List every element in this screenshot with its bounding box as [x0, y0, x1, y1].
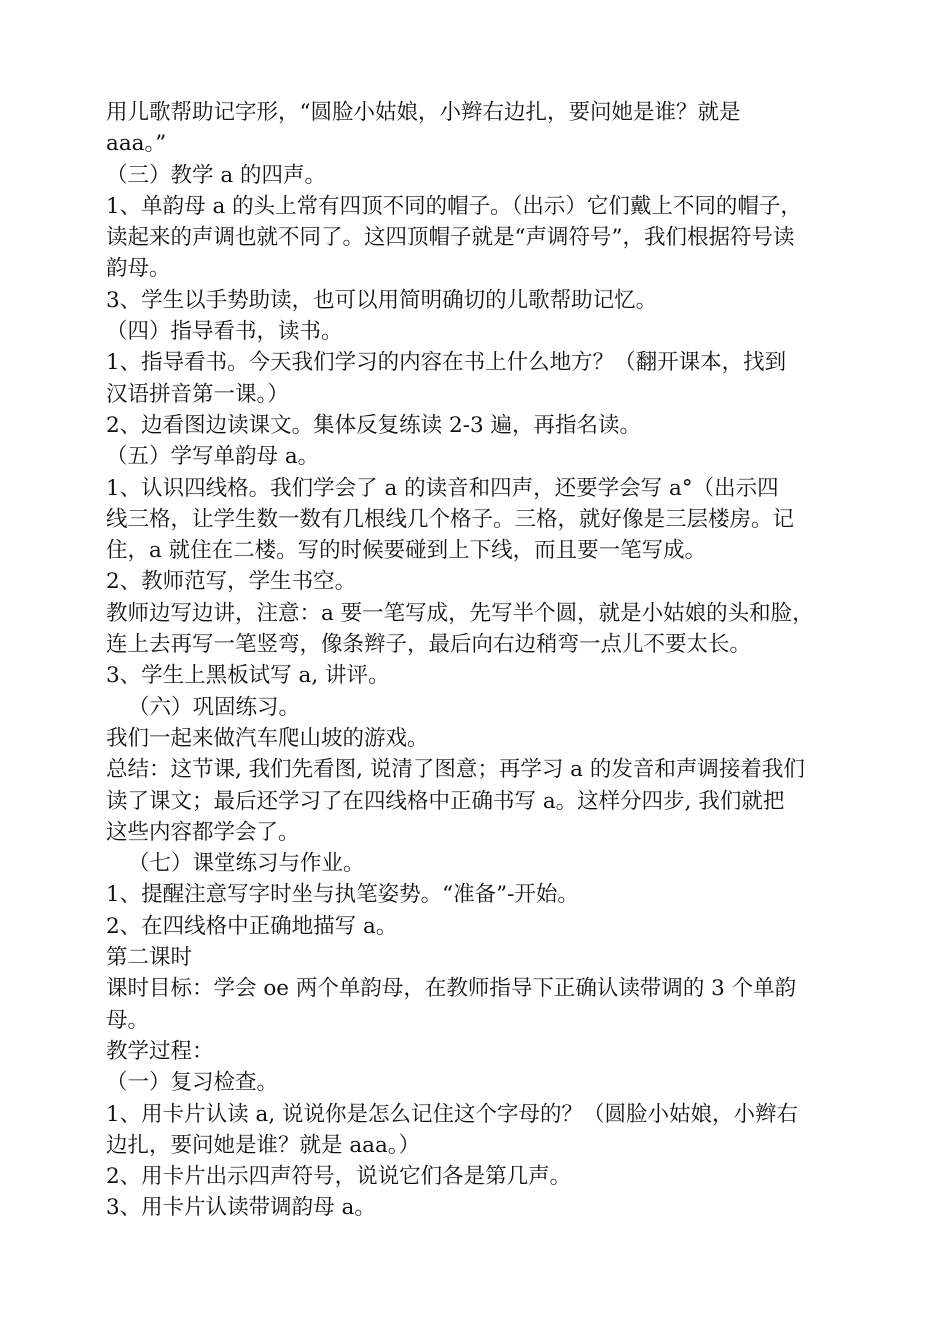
- text-line: 2、边看图边读课文。集体反复练读 2-3 遍，再指名读。: [106, 412, 641, 438]
- section-heading: （三）教学 a 的四声。: [106, 162, 326, 188]
- text-line: 我们一起来做汽车爬山坡的游戏。: [106, 725, 429, 751]
- text-line: 1、用卡片认读 a, 说说你是怎么记住这个字母的？（圆脸小姑娘，小辫右: [106, 1101, 799, 1127]
- text-line: 韵母。: [106, 256, 171, 282]
- section-heading: （一）复习检查。: [106, 1070, 279, 1096]
- text-line: 1、指导看书。今天我们学习的内容在书上什么地方？（翻开课本，找到: [106, 350, 787, 376]
- text-line: 1、单韵母 a 的头上常有四顶不同的帽子。（出示）它们戴上不同的帽子，: [106, 193, 802, 219]
- text-line: 用儿歌帮助记字形，“圆脸小姑娘，小辫右边扎，要问她是谁？就是: [106, 100, 741, 125]
- text-line: 读起来的声调也就不同了。这四顶帽子就是“声调符号”，我们根据符号读: [106, 225, 795, 251]
- text-line: 教学过程：: [106, 1038, 214, 1064]
- text-line: 教师边写边讲，注意：a 要一笔写成，先写半个圆，就是小姑娘的头和脸，: [106, 600, 814, 626]
- text-line: 2、教师范写，学生书空。: [106, 569, 357, 595]
- section-heading: （五）学写单韵母 a。: [106, 444, 320, 470]
- text-line: 1、认识四线格。我们学会了 a 的读音和四声，还要学会写 a°（出示四: [106, 475, 779, 501]
- text-line: 边扎，要问她是谁？就是 aaa。）: [106, 1132, 421, 1158]
- text-line: 3、学生以手势助读，也可以用简明确切的儿歌帮助记忆。: [106, 287, 658, 313]
- text-line: 读了课文；最后还学习了在四线格中正确书写 a。这样分四步, 我们就把: [106, 788, 785, 814]
- text-line: 3、学生上黑板试写 a, 讲评。: [106, 663, 390, 689]
- text-line: 2、用卡片出示四声符号，说说它们各是第几声。: [106, 1164, 572, 1190]
- text-line: 住，a 就住在二楼。写的时候要碰到上下线，而且要一笔写成。: [106, 538, 707, 564]
- text-line: 汉语拼音第一课。）: [106, 381, 289, 407]
- text-line: 2、在四线格中正确地描写 a。: [106, 913, 398, 939]
- text-line: 3、用卡片认读带调韵母 a。: [106, 1195, 376, 1221]
- text-line: 母。: [106, 1007, 150, 1033]
- text-line: 线三格，让学生数一数有几根线几个格子。三格，就好像是三层楼房。记: [106, 506, 795, 532]
- text-line: 这些内容都学会了。: [106, 819, 300, 845]
- section-heading: （六）巩固练习。: [128, 694, 301, 720]
- text-line: 连上去再写一笔竖弯，像条辫子，最后向右边稍弯一点儿不要太长。: [106, 632, 752, 658]
- text-line: 1、提醒注意写字时坐与执笔姿势。“准备”-开始。: [106, 882, 579, 908]
- text-line: 总结：这节课, 我们先看图, 说清了图意；再学习 a 的发音和声调接着我们: [106, 757, 805, 783]
- lesson-heading: 第二课时: [106, 945, 193, 971]
- section-heading: （七）课堂练习与作业。: [128, 851, 365, 877]
- section-heading: （四）指导看书，读书。: [106, 319, 343, 345]
- document-body: [106, 97, 866, 1224]
- text-line: aaa。”: [106, 131, 167, 157]
- text-line: 课时目标：学会 oe 两个单韵母，在教师指导下正确认读带调的 3 个单韵: [106, 976, 797, 1002]
